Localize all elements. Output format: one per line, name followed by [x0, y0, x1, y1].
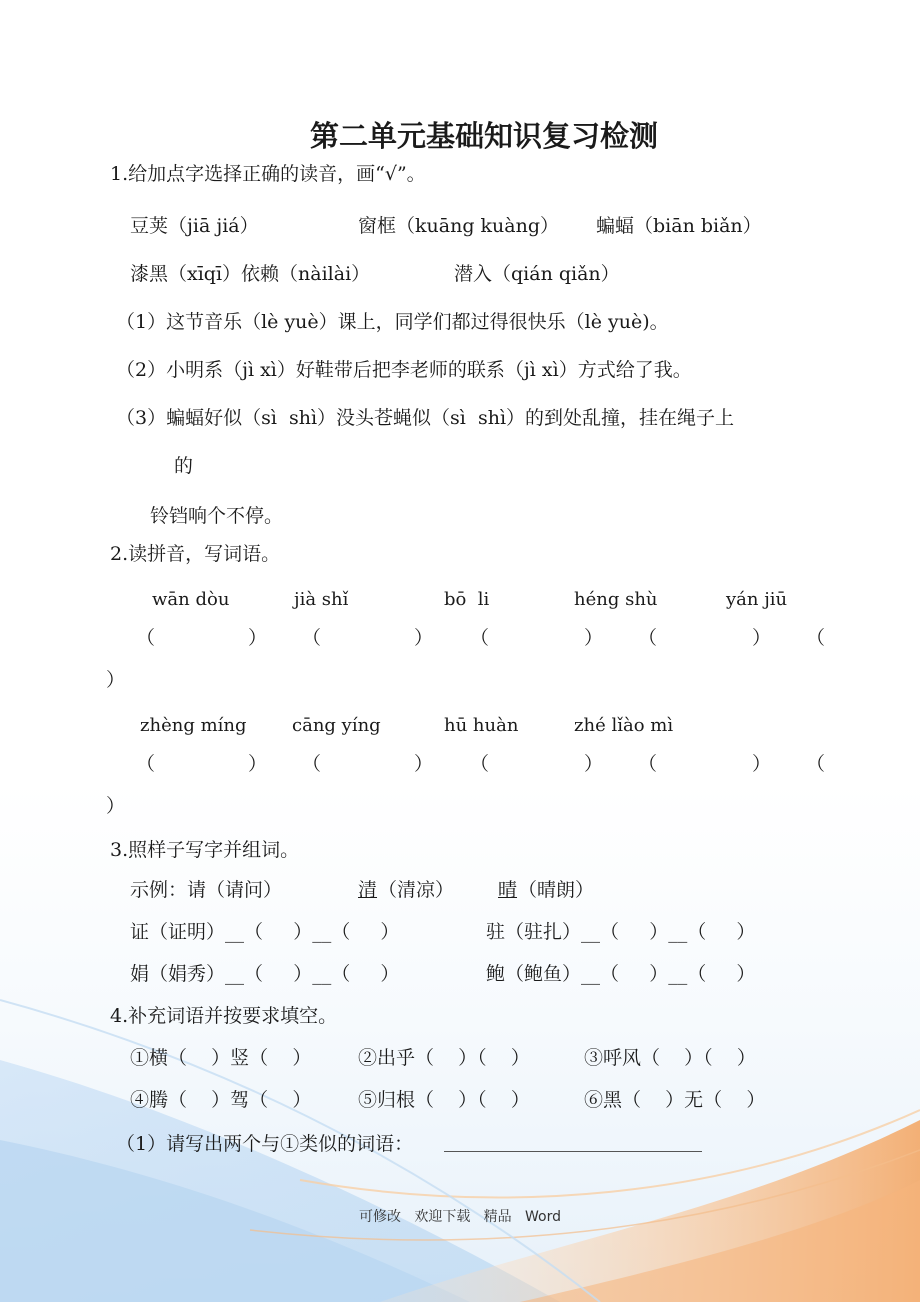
answer-paren-close: ）	[106, 795, 126, 817]
q1-sentence-3-end: 铃铛响个不停。	[150, 505, 284, 527]
answer-paren-open: （	[302, 753, 322, 775]
q4-idiom: ③呼风（ ）（ ）	[584, 1047, 756, 1069]
q3-example-3-char: 晴	[498, 879, 518, 901]
answer-paren-close: ）	[752, 753, 772, 775]
answer-paren-close: ）	[584, 627, 604, 649]
q1-item: 豆荚（jiā jiá）	[130, 215, 259, 237]
q2-pinyin: wān dòu	[152, 589, 230, 610]
q4-idiom: ①横（ ）竖（ ）	[130, 1047, 312, 1069]
q2-pinyin: cāng yíng	[292, 715, 381, 736]
q3-row: 证（证明）__（ ）__（ ）	[130, 921, 400, 943]
q1-sentence-3: （3）蝙蝠好似（sì shì）没头苍蝇似（sì shì）的到处乱撞，挂在绳子上	[116, 407, 735, 429]
answer-paren-close: ）	[414, 753, 434, 775]
q4-sub-question: （1）请写出两个与①类似的词语：	[116, 1133, 414, 1155]
q4-idiom: ⑤归根（ ）（ ）	[358, 1089, 530, 1111]
answer-paren-open: （	[302, 627, 322, 649]
answer-paren-close: ）	[106, 669, 126, 691]
q2-pinyin: jià shǐ	[294, 589, 349, 610]
q2-pinyin: yán jiū	[726, 589, 788, 610]
answer-paren-close: ）	[248, 753, 268, 775]
answer-paren-open: （	[638, 753, 658, 775]
q4-idiom: ⑥黑（ ）无（ ）	[584, 1089, 766, 1111]
answer-paren-close: ）	[414, 627, 434, 649]
q1-sentence-3-cont: 的	[174, 455, 194, 477]
answer-line[interactable]	[444, 1151, 702, 1152]
answer-paren-open: （	[470, 627, 490, 649]
q3-row: 驻（驻扎）__（ ）__（ ）	[486, 921, 756, 943]
q1-item: 漆黑（xīqī）依赖（nàilài）	[130, 263, 371, 285]
q3-example-3-word: （晴朗）	[518, 879, 595, 901]
q1-sentence-2: （2）小明系（jì xì）好鞋带后把李老师的联系（jì xì）方式给了我。	[116, 359, 692, 381]
q2-pinyin: bō li	[444, 589, 490, 610]
page-title: 第二单元基础知识复习检测	[310, 119, 659, 153]
q1-item: 窗框（kuāng kuàng）	[358, 215, 559, 237]
q1-item: 蝙蝠（biān biǎn）	[596, 215, 762, 237]
answer-paren-open: （	[136, 627, 156, 649]
answer-paren-open: （	[638, 627, 658, 649]
answer-paren-open: （	[806, 753, 826, 775]
q2-heading: 2.读拼音，写词语。	[110, 543, 281, 565]
footer-note: 可修改 欢迎下载 精品 Word	[358, 1209, 562, 1225]
q3-example-2-word: （清凉）	[378, 879, 455, 901]
q1-heading: 1.给加点字选择正确的读音，画“√”。	[110, 163, 426, 185]
q3-row: 娟（娟秀）__（ ）__（ ）	[130, 963, 400, 985]
q2-pinyin: zhèng míng	[140, 715, 247, 736]
q3-example-1: 示例：请（请问）	[130, 879, 283, 901]
answer-paren-open: （	[806, 627, 826, 649]
q1-sentence-1: （1）这节音乐（lè yuè）课上，同学们都过得很快乐（lè yuè)。	[116, 311, 669, 333]
q1-item: 潜入（qián qiǎn）	[454, 263, 620, 285]
q4-idiom: ④腾（ ）驾（ ）	[130, 1089, 312, 1111]
q3-heading: 3.照样子写字并组词。	[110, 839, 300, 861]
answer-paren-close: ）	[584, 753, 604, 775]
q2-pinyin: hū huàn	[444, 715, 519, 736]
answer-paren-close: ）	[752, 627, 772, 649]
answer-paren-open: （	[136, 753, 156, 775]
q4-idiom: ②出乎（ ）（ ）	[358, 1047, 530, 1069]
q2-pinyin: héng shù	[574, 589, 658, 610]
answer-paren-close: ）	[248, 627, 268, 649]
q3-row: 鲍（鲍鱼）__（ ）__（ ）	[486, 963, 756, 985]
q2-pinyin: zhé lǐào mì	[574, 715, 674, 736]
q3-example-2-char: 清	[358, 879, 378, 901]
q4-heading: 4.补充词语并按要求填空。	[110, 1005, 338, 1027]
answer-paren-open: （	[470, 753, 490, 775]
